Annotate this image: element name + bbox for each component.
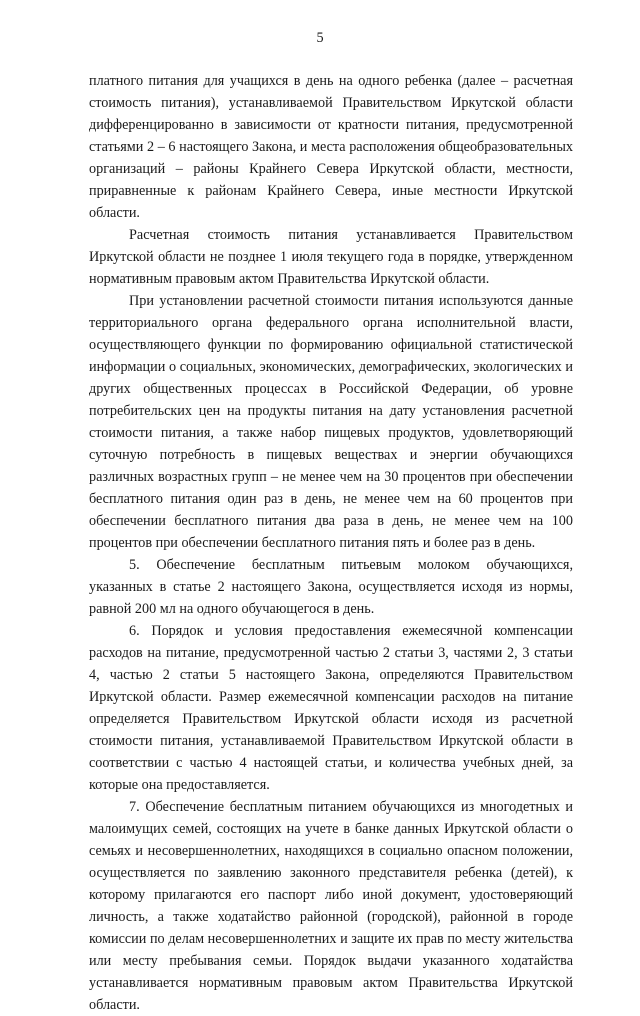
paragraph-item-5-milk: 5. Обеспечение бесплатным питьевым молоком обучающихся, указанных в статье 2 настоящего Закона, осуществляется исходя из нормы, равной 200 мл на одного обучающегося в день. bbox=[89, 557, 573, 617]
paragraph-item-6-compensation: 6. Порядок и условия предоставления ежемесячной компенсации расходов на питание, предусмотренной частью 2 статьи 3, частями 2, 3 статьи 4, частью 2 статьи 5 настоящего Закона, определяются Правительством Иркутской области. Размер ежемесячной компенсации расходов на питание определяется Правительством Иркутской области исходя из расчетной стоимости питания, устанавливаемой Правительством Иркутской области в соответствии с частью 4 настоящей статьи, и количества учебных дней, за которые она предоставляется. bbox=[89, 623, 573, 793]
paragraph-continuation: платного питания для учащихся в день на одного ребенка (далее – расчетная стоимость питания), устанавливаемой Правительством Иркутской области дифференцированно в зависимости от кратности питания, предусмотренной статьями 2 – 6 настоящего Закона, и места расположения общеобразовательных организаций – районы Крайнего Севера Иркутской области, местности, приравненные к районам Крайнего Севера, иные местности Иркутской области. bbox=[89, 73, 573, 221]
document-body bbox=[89, 70, 573, 1016]
paragraph-calculated-cost-data: При установлении расчетной стоимости питания используются данные территориального органа федерального органа исполнительной власти, осуществляющего функции по формированию официальной статистической информации о социальных, экономических, демографических, экологических и других общественных процессах в Российской Федерации, об уровне потребительских цен на продукты питания на дату установления расчетной стоимости питания, а также набор пищевых продуктов, удовлетворяющий суточную потребность в пищевых веществах и энергии обучающихся различных возрастных групп – не менее чем на 30 процентов при обеспечении бесплатного питания один раз в день, не менее чем на 60 процентов при обеспечении бесплатного питания два раза в день, не менее чем на 100 процентов при обеспечении бесплатного питания пять и более раз в день. bbox=[89, 293, 573, 551]
paragraph-calculated-cost-deadline: Расчетная стоимость питания устанавливается Правительством Иркутской области не позднее 1 июля текущего года в порядке, утвержденном нормативным правовым актом Правительства Иркутской области. bbox=[89, 227, 573, 287]
page-number: 5 bbox=[316, 30, 324, 46]
paragraph-item-7-large-families: 7. Обеспечение бесплатным питанием обучающихся из многодетных и малоимущих семей, состоящих на учете в банке данных Иркутской области о семьях и несовершеннолетних, находящихся в социально опасном положении, осуществляется по заявлению законного представителя ребенка (детей), к которому прилагаются его паспорт либо иной документ, удостоверяющий личность, а также ходатайство районной (городской), районной в городе комиссии по делам несовершеннолетних и защите их прав по месту жительства или месту пребывания семьи. Порядок выдачи указанного ходатайства устанавливается нормативным правовым актом Правительства Иркутской области. bbox=[89, 799, 573, 1013]
